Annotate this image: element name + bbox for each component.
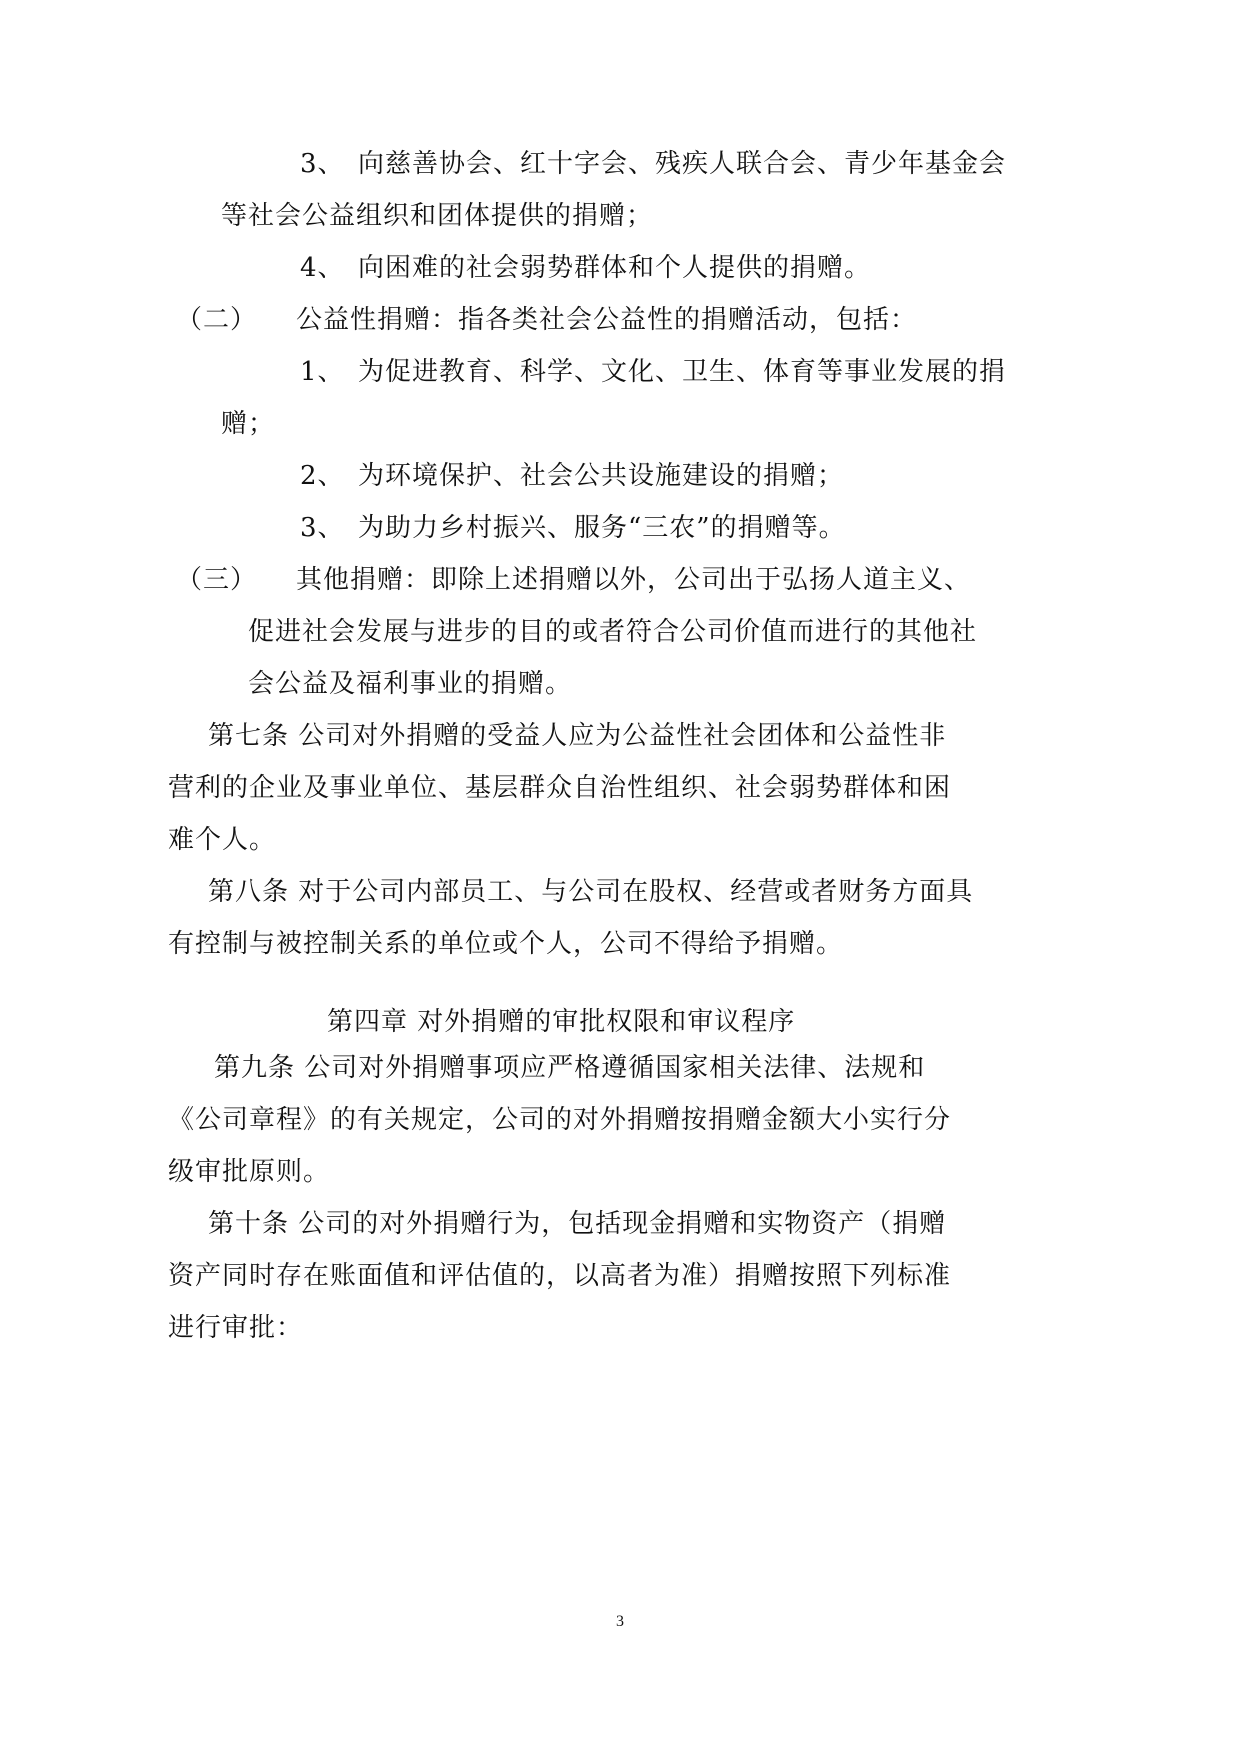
list-item-3b (300, 510, 846, 546)
article-10-line-1: 第十条 公司的对外捐赠行为，包括现金捐赠和实物资产（捐赠 (208, 1209, 947, 1239)
list-text: 为促进教育、科学、文化、卫生、体育等事业发展的捐 (358, 357, 1007, 387)
list-item-1-line-2: 赠； (221, 409, 276, 439)
section-3-line-3: 会公益及福利事业的捐赠。 (248, 669, 573, 699)
article-10-line-2: 资产同时存在账面值和评估值的，以高者为准）捐赠按照下列标准 (168, 1261, 952, 1291)
section-3-heading (176, 562, 971, 598)
article-9-line-2: 《公司章程》的有关规定，公司的对外捐赠按捐赠金额大小实行分 (168, 1105, 952, 1135)
article-9-line-1: 第九条 公司对外捐赠事项应严格遵循国家相关法律、法规和 (214, 1053, 926, 1083)
list-text: 向慈善协会、红十字会、残疾人联合会、青少年基金会 (358, 149, 1007, 179)
list-number: 4、 (300, 253, 345, 283)
article-10-line-3: 进行审批： (168, 1313, 304, 1343)
list-number: 2、 (300, 461, 345, 491)
chapter-4-title: 第四章 对外捐赠的审批权限和审议程序 (327, 1007, 796, 1037)
section-label: （三） (176, 565, 258, 595)
section-3-line-2: 促进社会发展与进步的目的或者符合公司价值而进行的其他社 (248, 617, 978, 647)
list-text: 为助力乡村振兴、服务“三农”的捐赠等。 (358, 513, 846, 543)
list-item-2 (300, 458, 844, 494)
section-text: 公益性捐赠：指各类社会公益性的捐赠活动，包括： (296, 305, 918, 335)
list-number: 3、 (300, 149, 345, 179)
article-7-line-2: 营利的企业及事业单位、基层群众自治性组织、社会弱势群体和困 (168, 773, 952, 803)
list-number: 1、 (300, 357, 345, 387)
list-text: 为环境保护、社会公共设施建设的捐赠； (358, 461, 845, 491)
list-text: 向困难的社会弱势群体和个人提供的捐赠。 (358, 253, 872, 283)
article-8-line-2: 有控制与被控制关系的单位或个人，公司不得给予捐赠。 (168, 929, 844, 959)
list-item-3-line-2: 等社会公益组织和团体提供的捐赠； (221, 201, 654, 231)
list-number: 3、 (300, 513, 345, 543)
list-item-3-line-1 (300, 146, 1006, 182)
list-item-1-line-1 (300, 354, 1006, 390)
section-2-heading (176, 302, 917, 338)
article-8-line-1: 第八条 对于公司内部员工、与公司在股权、经营或者财务方面具 (208, 877, 974, 907)
article-7-line-1: 第七条 公司对外捐赠的受益人应为公益性社会团体和公益性非 (208, 721, 947, 751)
section-label: （二） (176, 305, 258, 335)
article-9-line-3: 级审批原则。 (168, 1157, 331, 1187)
list-item-4 (300, 250, 871, 286)
article-7-line-3: 难个人。 (168, 825, 277, 855)
page-number: 3 (616, 1613, 624, 1630)
section-text: 其他捐赠：即除上述捐赠以外，公司出于弘扬人道主义、 (296, 565, 972, 595)
